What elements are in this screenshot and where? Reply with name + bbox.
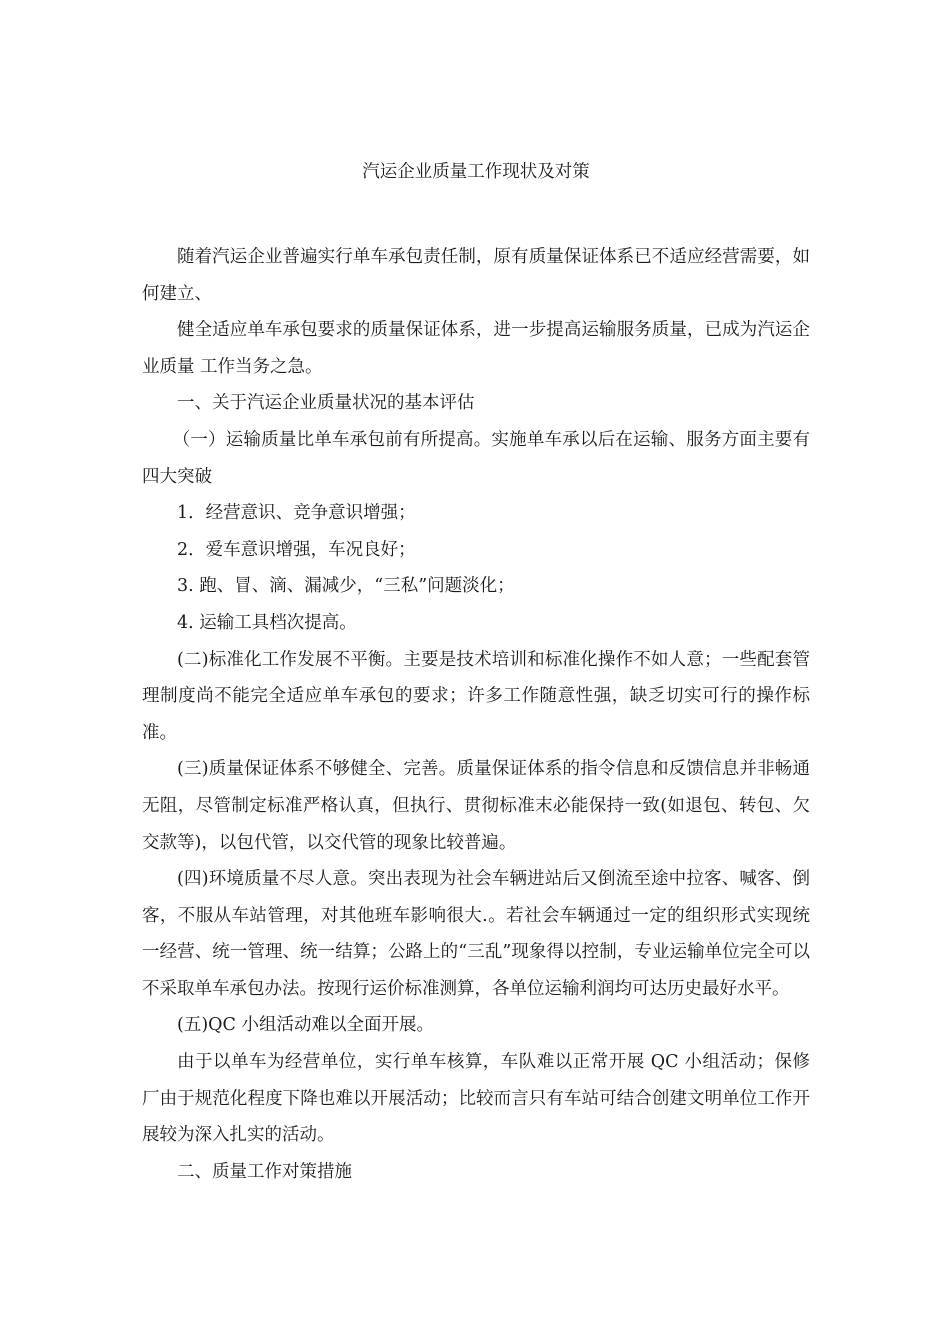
section-heading-1: 一、关于汽运企业质量状况的基本评估 [177,393,475,414]
subsection-5: (五)QC 小组活动难以全面开展。 [177,1015,434,1036]
subsection-1: （一）运输质量比单车承包前有所提高。实施单车承以后在运输、服务方面主要有四大突破 [142,429,810,487]
paragraph-intro-2: 健全适应单车承包要求的质量保证体系，进一步提高运输服务质量，已成为汽运企业质量 工作当务之急。 [142,320,810,377]
subsection-4: (四)环境质量不尽人意。突出表现为社会车辆进站后又倒流至途中拉客、喊客、倒客，不服从车站管理，对其他班车影响很大.。若社会车辆通过一定的组织形式实现统一经营、统一管理、统一结算；公路上的“三乱”现象得以控制，专业运输单位完全可以不采取单车承包办法。按现行运价标准测算，各单位运输利润均可达历史最好水平。 [142,869,810,999]
list-item-1: 1．经营意识、竞争意识增强； [177,503,416,524]
section-heading-2: 二、质量工作对策措施 [177,1161,352,1182]
subsection-2: (二)标准化工作发展不平衡。主要是技术培训和标准化操作不如人意；一些配套管理制度尚不能完全适应单车承包的要求；许多工作随意性强，缺乏切实可行的操作标准。 [142,649,810,743]
subsection-5-body: 由于以单车为经营单位，实行单车核算，车队难以正常开展 QC 小组活动；保修厂由于规范化程度下降也难以开展活动；比较而言只有车站可结合创建文明单位工作开展较为深入扎实的活动。 [142,1052,810,1146]
list-item-4: 4. 运输工具档次提高。 [177,612,357,633]
document-page [142,154,810,1190]
paragraph-intro-1: 随着汽运企业普遍实行单车承包责任制，原有质量保证体系已不适应经营需要，如何建立、 [142,247,810,304]
subsection-3: (三)质量保证体系不够健全、完善。质量保证体系的指令信息和反馈信息并非畅通无阻，尽管制定标准严格认真，但执行、贯彻标准末必能保持一致(如退包、转包、欠交款等)，以包代管，以交代管的现象比较普遍。 [142,759,810,853]
document-title: 汽运企业质量工作现状及对策 [362,162,590,182]
list-item-3: 3. 跑、冒、滴、漏减少，“三私”问题淡化； [177,576,515,597]
list-item-2: 2．爱车意识增强，车况良好； [177,539,416,560]
